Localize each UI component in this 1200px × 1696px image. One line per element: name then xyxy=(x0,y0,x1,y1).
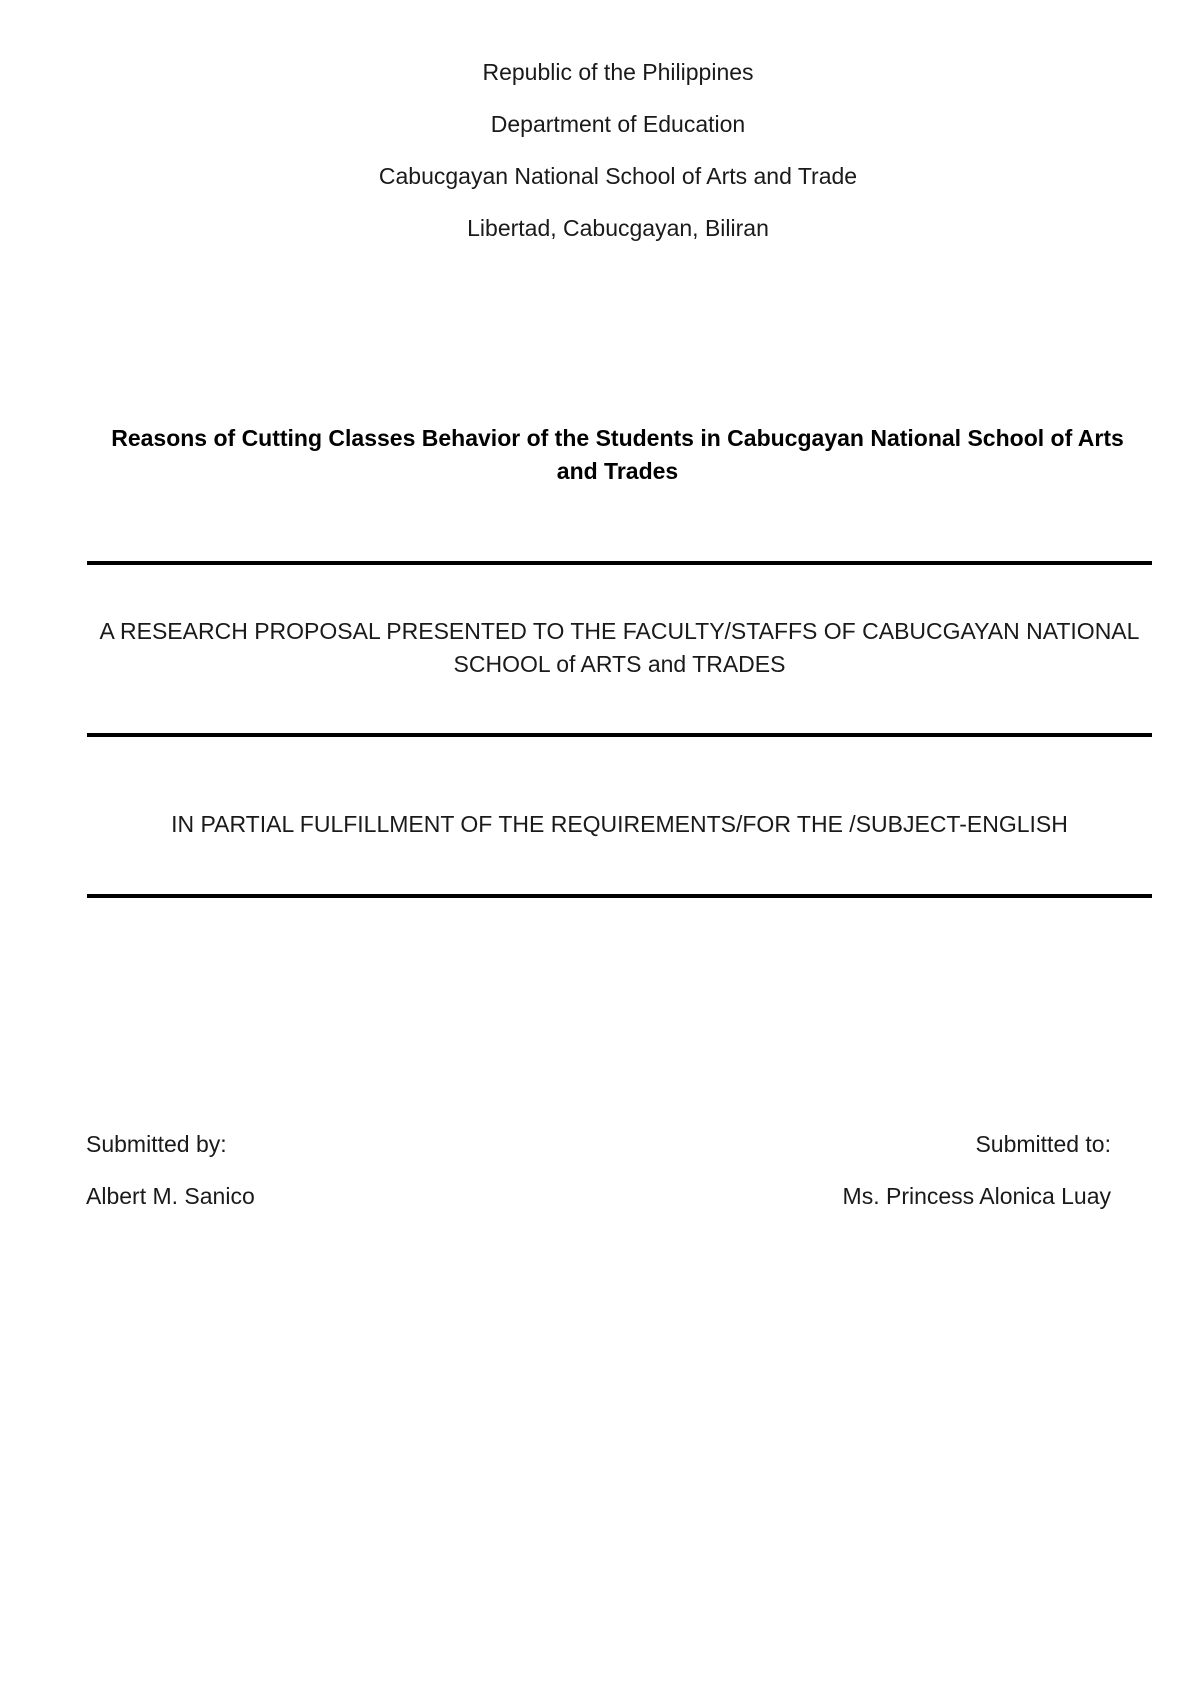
divider-rule-1 xyxy=(87,561,1152,565)
header-address: Libertad, Cabucgayan, Biliran xyxy=(467,215,769,241)
submitted-by-name: Albert M. Sanico xyxy=(86,1183,255,1209)
research-proposal-statement: A RESEARCH PROPOSAL PRESENTED TO THE FACULTY/STAFFS OF CABUCGAYAN NATIONAL SCHOOL of ARTS and TRADES xyxy=(99,618,1140,677)
submitted-to-label: Submitted to: xyxy=(975,1131,1111,1157)
divider-rule-2 xyxy=(87,733,1152,737)
fulfillment-statement: IN PARTIAL FULFILLMENT OF THE REQUIREMENTS/FOR THE /SUBJECT-ENGLISH xyxy=(171,811,1068,837)
header-department: Department of Education xyxy=(490,111,746,137)
research-title: Reasons of Cutting Classes Behavior of the Students in Cabucgayan National School of Arts and Trades xyxy=(111,425,1124,484)
submitted-to-name: Ms. Princess Alonica Luay xyxy=(842,1183,1111,1209)
submitted-by-label: Submitted by: xyxy=(86,1131,227,1157)
header-school: Cabucgayan National School of Arts and Trade xyxy=(378,163,858,189)
header-republic: Republic of the Philippines xyxy=(482,59,754,85)
divider-rule-3 xyxy=(87,894,1152,898)
